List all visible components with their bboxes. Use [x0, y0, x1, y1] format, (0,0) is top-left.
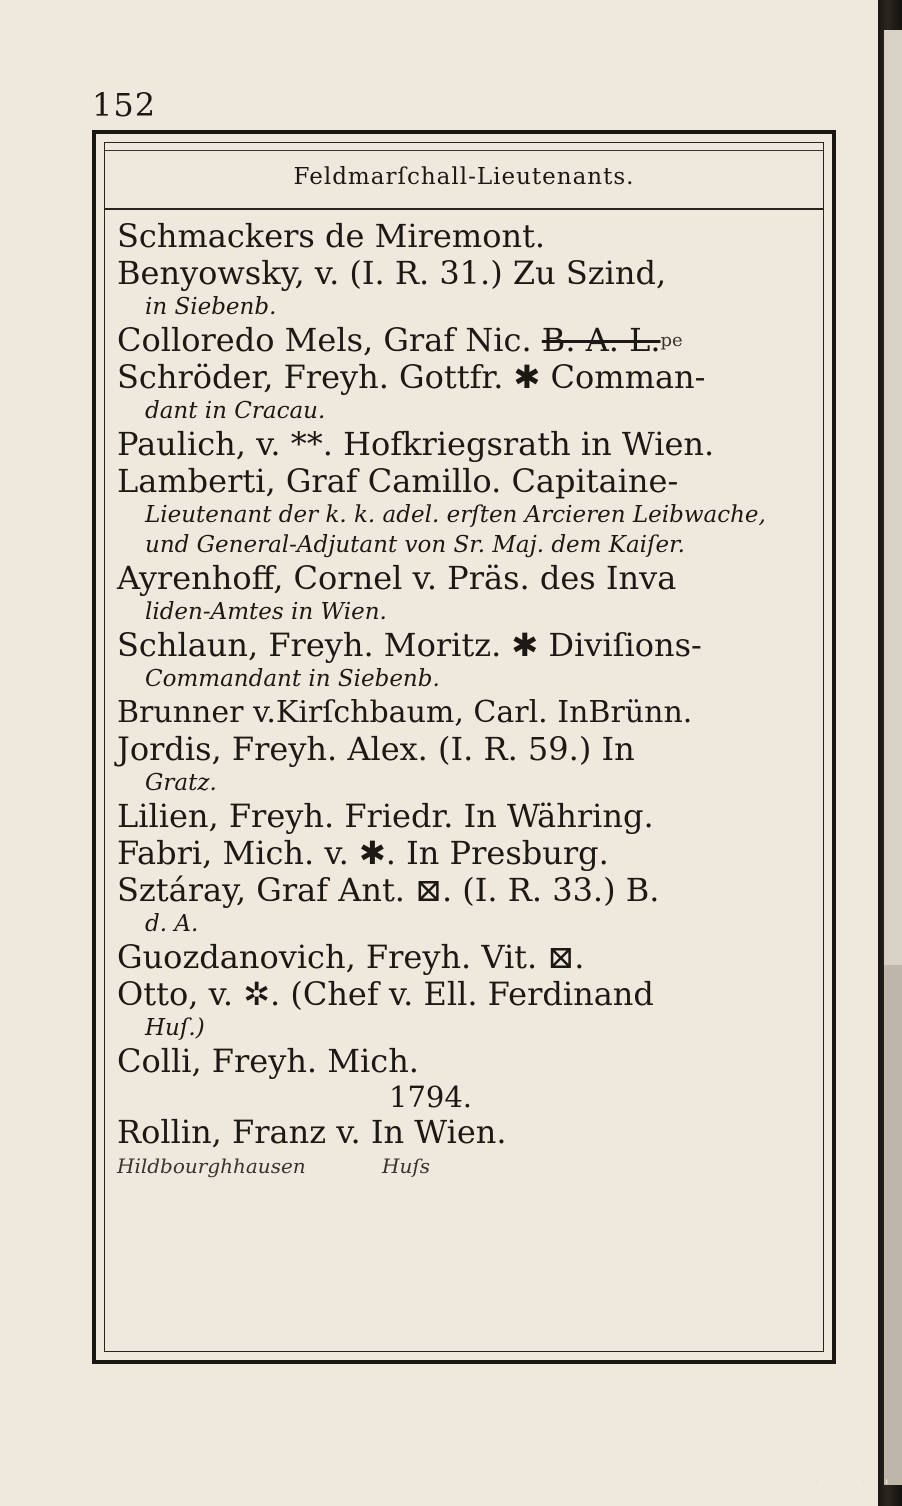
list-item — [117, 322, 822, 359]
list-item — [117, 731, 822, 798]
entry-list — [117, 218, 822, 1179]
list-item — [117, 627, 822, 694]
handwritten-note: pe — [660, 330, 683, 351]
list-item — [117, 560, 822, 627]
entry-main: Rollin, Franz v. In Wien. — [117, 1113, 507, 1151]
entry-continuation: Commandant in Siebenb. — [145, 666, 440, 692]
entry-main: Schmackers de Miremont. — [117, 217, 546, 255]
entry-main: Lamberti, Graf Camillo. Capitaine- — [117, 462, 679, 500]
entry-main: Colli, Freyh. Mich. — [117, 1042, 419, 1080]
struck-text: B. A. L. — [541, 321, 661, 359]
entry-main: Brunner v.Kirſchbaum, Carl. InBrünn. — [117, 695, 693, 730]
entry-continuation: dant in Cracau. — [145, 398, 326, 424]
list-item — [117, 872, 822, 939]
list-item — [117, 255, 822, 322]
entry-main: Ayrenhoff, Cornel v. Präs. des Inva — [117, 559, 677, 597]
list-item — [117, 694, 822, 731]
list-item — [117, 976, 822, 1043]
entry-continuation: Gratz. — [145, 770, 217, 796]
entry-continuation: Lieutenant der k. k. adel. erſten Arcieren Leibwache, und General-Adjutant von Sr. Maj. dem Kaiſer. — [145, 502, 766, 558]
entry-main: Benyowsky, v. (I. R. 31.) Zu Szind, — [117, 254, 667, 292]
adjacent-page-edge-lower — [884, 965, 902, 1485]
entry-main: Guozdanovich, Freyh. Vit. ⊠. — [117, 938, 585, 976]
entry-continuation: d. A. — [145, 911, 199, 937]
entry-main: Lilien, Freyh. Friedr. In Währing. — [117, 797, 654, 835]
list-item — [117, 218, 822, 255]
entry-continuation: Huſ.) — [145, 1015, 205, 1041]
list-item — [117, 798, 822, 835]
entry-main: Jordis, Freyh. Alex. (I. R. 59.) In — [117, 730, 635, 768]
list-item — [117, 939, 822, 976]
entry-main: Schröder, Freyh. Gottfr. ✱ Comman- — [117, 358, 706, 396]
list-item — [117, 426, 822, 463]
scan-artifact: ' ' ' ' — [812, 1476, 894, 1495]
entry-main: Paulich, v. **. Hofkriegsrath in Wien. — [117, 425, 715, 463]
top-rule — [104, 150, 824, 151]
entry-main: Schlaun, Freyh. Moritz. ✱ Diviſions- — [117, 626, 702, 664]
list-item — [117, 1043, 822, 1080]
list-item — [117, 835, 822, 872]
list-item — [117, 463, 822, 560]
page-number: 152 — [92, 86, 157, 124]
entry-main: Colloredo Mels, Graf Nic. — [117, 321, 532, 359]
entry-continuation: liden-Amtes in Wien. — [145, 599, 387, 625]
section-heading: Feldmarſchall-Lieutenants. — [293, 164, 635, 190]
entry-main: Otto, v. ✲. (Chef v. Ell. Ferdinand — [117, 975, 654, 1013]
annotation-part-2: Huſs — [382, 1154, 431, 1178]
heading-rule — [104, 208, 824, 210]
entry-main: Fabri, Mich. v. ✱. In Presburg. — [117, 834, 609, 872]
entry-main-row — [117, 322, 822, 359]
year-heading: 1794. — [389, 1080, 473, 1114]
entry-continuation: in Siebenb. — [145, 294, 277, 320]
list-item — [117, 359, 822, 426]
annotation-part-1: Hildbourghhausen — [117, 1154, 306, 1178]
handwritten-annotation — [117, 1153, 822, 1179]
entry-main: Sztáray, Graf Ant. ⊠. (I. R. 33.) B. — [117, 871, 660, 909]
